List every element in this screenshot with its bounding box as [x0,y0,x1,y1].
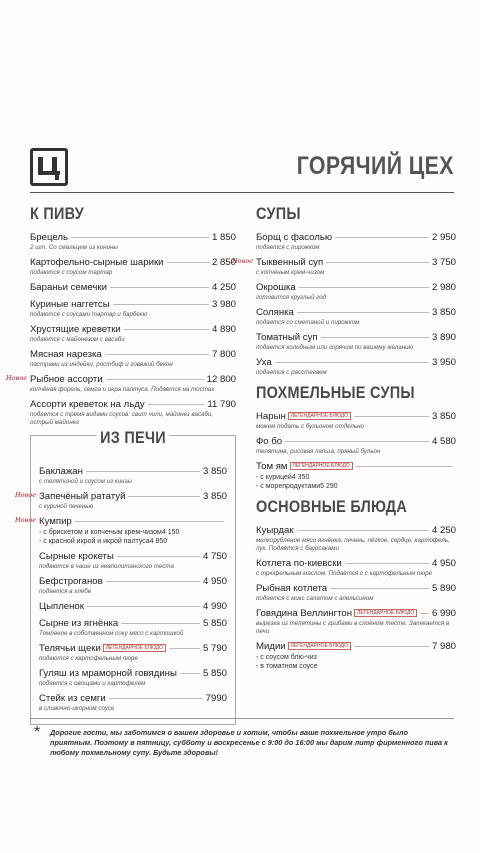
leader-line [330,588,429,589]
dish-price: 7990 [205,693,227,704]
menu-item [256,232,456,252]
dish-price: 4 250 [211,282,236,293]
menu-item [30,299,236,319]
dish-description: мелкорубленое мясо ягнёнка, печень, лёгкое, сердце, картофель, лук. Подаётся с баурсаками [256,537,450,552]
leader-line [117,556,200,557]
dish-description: с телятиной и соусом из кинзы [39,478,132,485]
section-oven [15,428,236,725]
dish-name: Телячьи щеки ЛЕГЕНДАРНОЕ БЛЮДО [39,643,166,655]
menu-item [256,608,456,636]
leader-line [326,262,429,263]
dish-description: подаются с соусами тартар и барбекю [30,311,148,318]
option-label: - с брискетом и копченым крем-чизом [39,529,162,536]
dish-price: 3 750 [431,257,456,268]
menu-item [30,257,236,277]
dish-description: подается холодным или горячим по вашему желанию [256,344,414,351]
dish-name: Сырные крокеты [39,551,114,562]
dish-name: Нарын ЛЕГЕНДАРНОЕ БЛЮДО [256,411,351,423]
leader-line [275,362,429,363]
menu-item-row [256,436,456,448]
leader-line [297,312,429,313]
dish-name: Котлета по-киевски [256,558,342,569]
dish-description: с трюфельным маслом. Подаётся с с картофельным пюре [256,570,432,577]
menu-item [15,516,227,546]
dish-name: Сырне из ягнёнка [39,618,119,629]
menu-item [30,324,236,344]
dish-name: Окрошка [256,282,296,293]
leader-line [87,606,200,607]
dish-description: Томленое в собственном соку мясо с картошкой [39,630,184,637]
dish-option [39,537,227,546]
new-badge: Новое [6,374,28,382]
menu-item [256,332,456,352]
divider [30,192,454,193]
legendary-badge: ЛЕГЕНДАРНОЕ БЛЮДО [290,462,353,470]
menu-item [256,307,456,327]
dish-name: Мидии ЛЕГЕНДАРНОЕ БЛЮДО [256,641,351,653]
dish-description: вырезка из телятины с грибами в слоёном тесте. Запекается в печи [256,620,450,635]
menu-item [39,551,227,571]
menu-item-row [30,349,236,361]
leader-line [110,287,209,288]
dish-option [39,528,227,537]
dish-price: 3 850 [431,411,456,422]
dish-price: 4 950 [431,558,456,569]
menu-item-row [256,608,456,620]
dish-price: 7 980 [431,641,456,652]
option-price: 4 150 [161,529,180,536]
option-label: - с морепродуктами [256,483,321,490]
dish-name: Гуляш из мраморной говядины [39,668,177,679]
dish-name: Ассорти креветок на льду [30,399,145,410]
dish-name: Стейк из семги [39,693,106,704]
dish-name: Фо бо [256,436,283,447]
dish-price: 3 850 [202,466,227,477]
leader-line [354,416,429,417]
dish-name: Цыпленок [39,601,84,612]
dish-price: 2 980 [431,282,456,293]
dish-description: подается с тремя видами соусов: свит чили, майонез васаби, острый майонез [30,411,214,426]
menu-item [39,466,227,486]
dish-name: Мясная нарезка [30,349,102,360]
dish-description: подается с расстегаем [256,369,327,376]
legendary-badge: ЛЕГЕНДАРНОЕ БЛЮДО [354,609,417,617]
option-price: 4 850 [149,538,168,545]
dish-price: 5 850 [202,668,227,679]
dish-name: Борщ с фасолью [256,232,333,243]
dish-price: 4 580 [431,436,456,447]
menu-item [39,601,227,613]
new-badge: Новое [232,257,254,265]
dish-option [256,662,456,671]
dish-name: Бефстроганов [39,576,103,587]
menu-item-row [256,307,456,319]
dish-name: Тыквенный суп [256,257,324,268]
leader-line [148,404,205,405]
menu-item-row [256,411,456,423]
menu-item [256,357,456,377]
leader-line [113,304,209,305]
dish-name: Рыбное ассорти [30,374,103,385]
logo [30,148,68,186]
dish-option [256,473,456,482]
leader-line [71,237,209,238]
new-badge: Новое [15,491,37,499]
menu-item-row [30,399,236,411]
option-label: - с красной икрой и икрой палтуса [39,538,150,545]
menu-item [30,282,236,294]
menu-item-row [30,299,236,311]
leader-line [169,648,200,649]
menu-item [39,576,227,596]
menu-item [39,618,227,638]
leader-line [285,441,429,442]
dish-price: 12 800 [206,374,236,385]
dish-price: 5 850 [202,618,227,629]
dish-description: готовится круглый год [256,294,327,301]
dish-description: подается с микс салатом с апельсином [256,595,374,602]
leader-line [128,496,200,497]
dish-price: 4 890 [211,324,236,335]
dish-name: Говядина Веллингтон ЛЕГЕНДАРНОЕ БЛЮДО [256,608,417,620]
menu-item-row [39,643,227,655]
dish-name: Томатный суп [256,332,318,343]
dish-description: подается с пирожком [256,244,320,251]
dish-description: подаются с майонезом с васаби [30,336,125,343]
leader-line [345,563,429,564]
dish-description: подается в хлебе [39,588,92,595]
dish-price: 3 850 [431,307,456,318]
option-label: - с соусом блю-чиз [256,654,317,661]
dish-description: с копченым крем-чизом [256,269,325,276]
menu-item [256,641,456,671]
menu-item-row [30,232,236,244]
option-label: - в томатном соусе [256,663,318,670]
dish-price: 3 890 [431,332,456,343]
dish-description: подаются в чаше из неаполитанского теста [39,563,174,570]
dish-name: Запечёный рататуй [39,491,126,502]
legendary-badge: ЛЕГЕНДАРНОЕ БЛЮДО [288,412,351,420]
menu-item [256,282,456,302]
menu-item-row [30,324,236,336]
dish-description: подаются с картофельным пюре [39,655,138,662]
dish-option [256,482,456,491]
dish-name: Том ям ЛЕГЕНДАРНОЕ БЛЮДО [256,461,353,473]
logo-mark-icon [33,151,65,183]
menu-item [256,558,456,578]
menu-item-row [39,668,227,680]
section-beer [6,204,236,427]
dish-price: 4 250 [431,525,456,536]
leader-line [109,698,203,699]
menu-item-row [256,357,456,369]
dish-option [256,653,456,662]
dish-name: Кумпир [39,516,72,527]
page-title: ГОРЯЧИЙ ЦЕХ [296,152,454,180]
legendary-badge: ЛЕГЕНДАРНОЕ БЛЮДО [103,644,166,652]
menu-item-row [256,641,456,653]
legendary-badge: ЛЕГЕНДАРНОЕ БЛЮДО [288,642,351,650]
dish-name: Брецель [30,232,68,243]
menu-item [256,583,456,603]
dish-name: Рыбная котлета [256,583,328,594]
section-title: СУПЫ [256,204,301,223]
leader-line [124,329,209,330]
dish-price: 3 950 [431,357,456,368]
dish-price: 2 950 [431,232,456,243]
menu-item-row [30,257,236,269]
dish-name: Солянка [256,307,294,318]
menu-item-row [256,558,456,570]
right-column [232,198,456,676]
menu-item [39,643,227,663]
left-column [6,198,236,725]
menu-item-row [39,601,227,613]
menu-item-row [39,516,227,528]
option-label: - с курицей [256,474,292,481]
leader-line [167,262,209,263]
menu-item-row [39,576,227,588]
menu-item [39,668,227,688]
new-badge: Новое [15,516,37,524]
section-title: ОСНОВНЫЕ БЛЮДА [256,497,408,516]
menu-item-row [256,232,456,244]
dish-description: подается со сметаной и пирожком [256,319,360,326]
dish-description: подаются с соусом тартар [30,269,113,276]
menu-item [256,411,456,431]
dish-price: 7 800 [211,349,236,360]
menu-item-row [39,693,227,705]
leader-line [106,379,204,380]
dish-name: Уха [256,357,272,368]
leader-line [297,530,429,531]
menu-item [39,693,227,713]
menu-item [6,374,236,394]
option-price: 4 350 [291,474,310,481]
dish-price: 4 990 [202,601,227,612]
section-main-dishes [256,497,456,671]
leader-line [86,471,200,472]
leader-line [335,237,429,238]
leader-line [105,354,209,355]
dish-description: копчёная форель, семга и икра палтуса. Подается на тостах [30,386,215,393]
menu-item-row [30,374,236,386]
dish-description: подается с овощами и картофелем [39,680,146,687]
menu-item-row [256,332,456,344]
footnote-text: Дорогие гости, мы заботимся о вашем здоровье и хотим, чтобы ваше похмельное утро было приятным. Поэтому в пятницу, субботу и воскресенье с 9:00 до 16:00 мы дарим литр фирменного пива к любому похмельному супу. Будьте здоровы! [50,728,448,757]
dish-description: 2 шт. Со смальцем из конины [30,244,118,251]
menu-item [256,461,456,491]
leader-line [106,581,200,582]
dish-name: Картофельно-сырные шарики [30,257,164,268]
dish-price: 5 790 [202,643,227,654]
menu-item [256,525,456,553]
dish-name: Куырдак [256,525,294,536]
menu-item-row [39,618,227,630]
dish-price: 5 890 [431,583,456,594]
section-title: К ПИВУ [30,204,85,223]
dish-description: можем подать с бульоном отдельно [256,423,364,430]
option-price: 5 290 [320,483,338,490]
leader-line [321,337,429,338]
dish-price: 4 750 [202,551,227,562]
dish-description: пастрами из индейки, ростбиф и говяжий бекон [30,361,173,368]
dish-name: Бараньи семечки [30,282,107,293]
menu-item-row [39,551,227,563]
dish-price: 3 980 [211,299,236,310]
leader-line [354,646,429,647]
dish-price: 2 850 [211,257,236,268]
section-soups [232,204,456,377]
menu-item-row [39,466,227,478]
dish-price: 11 790 [207,399,236,410]
dish-price: 1 850 [211,232,236,243]
section-hangover-soups [256,383,456,491]
dish-description: телятина, рисовая лапша, пряный бульон [256,448,381,455]
dish-name: Баклажан [39,466,83,477]
dish-price: 6 990 [431,608,456,619]
menu-item-row [256,282,456,294]
dish-price: 4 950 [202,576,227,587]
dish-name: Куриные наггетсы [30,299,110,310]
dish-description: в сливочно-икорном соусе [39,705,115,712]
dish-name: Хрустящие креветки [30,324,121,335]
leader-line [121,623,200,624]
menu-item-row [256,525,456,537]
menu-item [30,349,236,369]
menu-item [256,436,456,456]
dish-price: 3 850 [202,491,227,502]
leader-line [420,613,429,614]
menu-item-row [30,282,236,294]
section-title: ИЗ ПЕЧИ [97,428,170,448]
menu-item [15,491,227,511]
menu-item-row [39,491,227,503]
leader-line [75,521,224,522]
menu-item-row [256,461,456,473]
footnote-star: * [34,724,41,741]
menu-item-row [256,583,456,595]
leader-line [180,673,200,674]
divider [30,718,454,719]
section-title: ПОХМЕЛЬНЫЕ СУПЫ [256,383,415,402]
menu-item-row [256,257,456,269]
menu-item [232,257,456,277]
leader-line [356,466,453,467]
leader-line [299,287,429,288]
menu-item [30,232,236,252]
dish-description: с куриной печенью [39,503,94,510]
menu-item [30,399,236,427]
